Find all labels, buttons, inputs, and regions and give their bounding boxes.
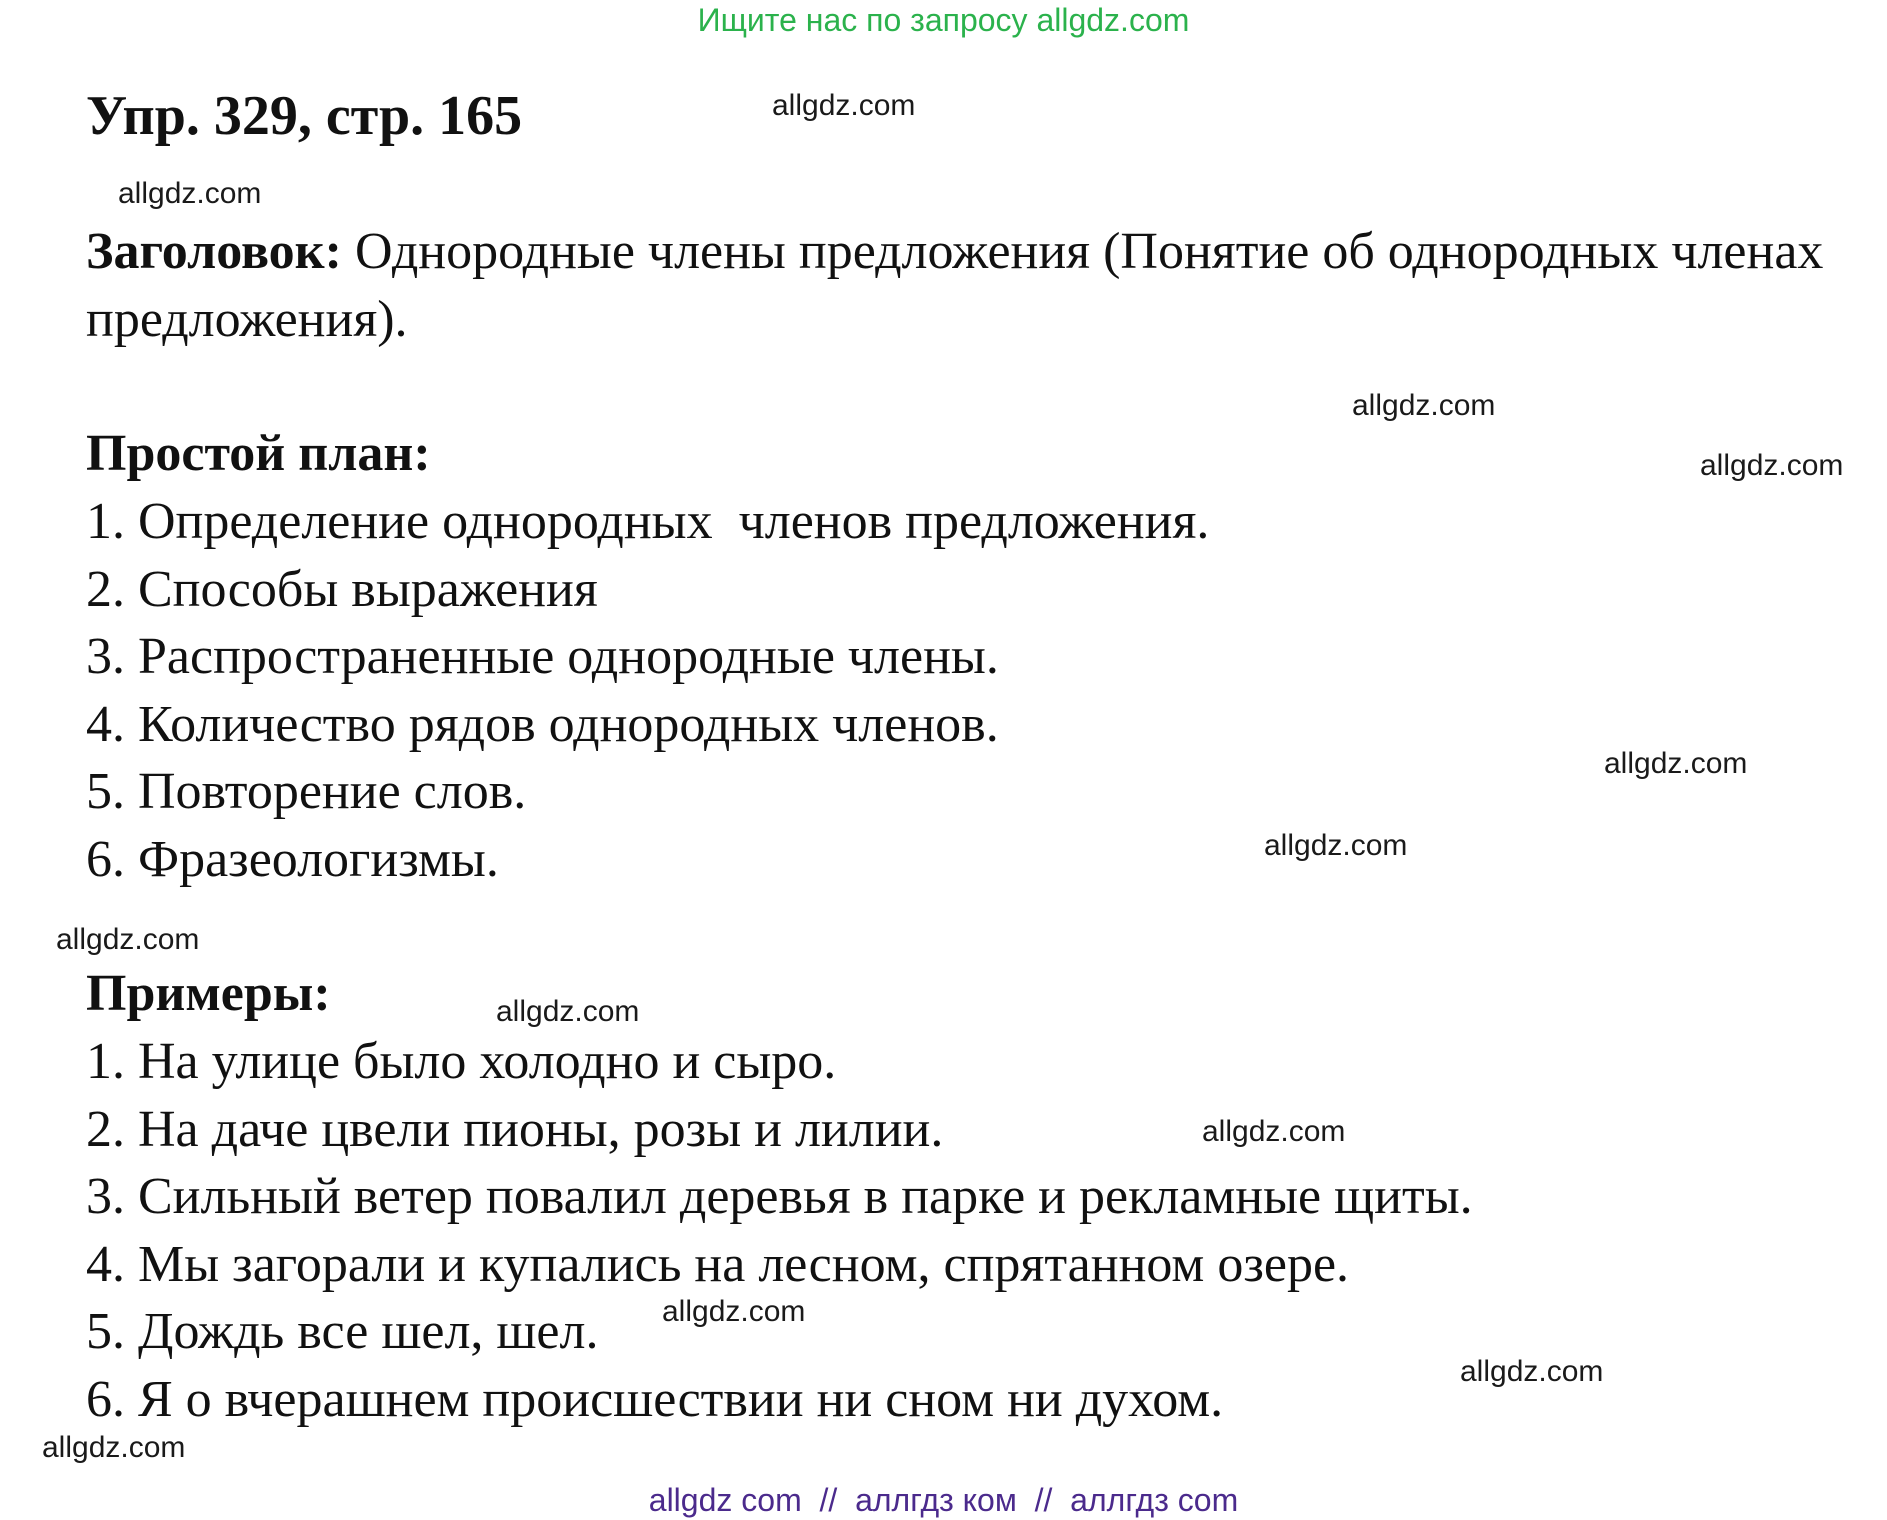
plan-item: 3. Распространенные однородные члены.	[86, 628, 999, 685]
watermark: allgdz.com	[662, 1295, 806, 1328]
plan-item: 1. Определение однородных членов предложения.	[86, 493, 1210, 550]
header-block	[86, 218, 1876, 354]
watermark: allgdz.com	[1700, 449, 1844, 482]
watermark: allgdz.com	[56, 923, 200, 956]
watermark: allgdz.com	[1264, 829, 1408, 862]
watermark: allgdz.com	[772, 89, 916, 122]
watermark: allgdz.com	[42, 1431, 186, 1464]
example-item: 4. Мы загорали и купались на лесном, спрятанном озере.	[86, 1235, 1350, 1293]
example-item: 6. Я о вчерашнем происшествии ни сном ни духом.	[86, 1370, 1224, 1428]
exercise-title: Упр. 329, стр. 165	[86, 85, 523, 147]
examples-title: Примеры:	[86, 965, 331, 1022]
watermark: allgdz.com	[1460, 1355, 1604, 1388]
header-text: Однородные члены предложения (Понятие об однородных членах предложения).	[86, 223, 1824, 348]
watermark: allgdz.com	[118, 177, 262, 210]
plan-list	[86, 488, 1209, 893]
plan-item: 6. Фразеологизмы.	[86, 830, 499, 888]
footer-links: allgdz com // аллгдз ком // аллгдз com	[648, 1482, 1239, 1518]
watermark: allgdz.com	[1202, 1115, 1346, 1148]
plan-item: 5. Повторение слов.	[86, 763, 527, 820]
example-item: 2. На даче цвели пионы, розы и лилии.	[86, 1100, 944, 1158]
example-item: 3. Сильный ветер повалил деревья в парке и рекламные щиты.	[86, 1168, 1473, 1225]
top-banner: Ищите нас по запросу allgdz.com	[697, 2, 1190, 38]
plan-item: 2. Способы выражения	[86, 560, 598, 618]
watermark: allgdz.com	[1352, 389, 1496, 422]
watermark: allgdz.com	[496, 995, 640, 1028]
header-label: Заголовок:	[86, 223, 342, 280]
plan-item: 4. Количество рядов однородных членов.	[86, 695, 999, 753]
plan-title: Простой план:	[86, 425, 431, 482]
watermark: allgdz.com	[1604, 747, 1748, 780]
example-item: 1. На улице было холодно и сыро.	[86, 1033, 837, 1090]
examples-list	[86, 1028, 1473, 1433]
example-item: 5. Дождь все шел, шел.	[86, 1303, 599, 1360]
